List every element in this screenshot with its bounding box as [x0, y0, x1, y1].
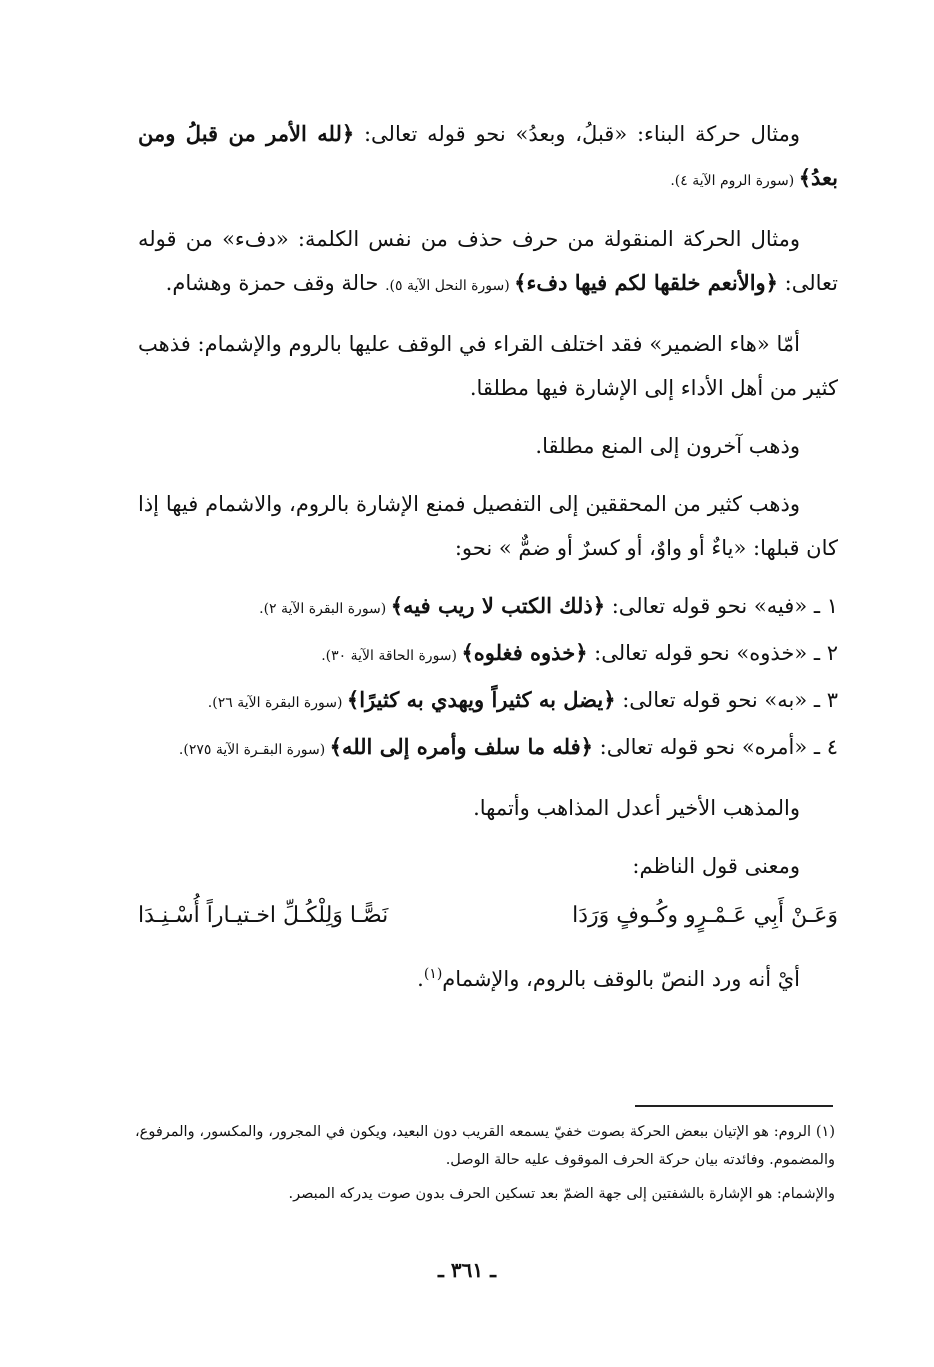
quran-quote: ﴿فله ما سلف وأمره إلى الله﴾: [329, 734, 593, 759]
paragraph-text: .: [417, 967, 424, 991]
verse-second-hemistich: نَصًّـا وَلِلْكُـلِّ اخـتيـاراً أُسْـنِـدَا: [138, 903, 389, 928]
footnote-1: (١) الروم: هو الإتيان ببعض الحركة بصوت خفيّ يسمعه القريب دون البعيد، ويكون في المجرور، والمكسور، والمرفوع، والمضموم. وفائدته بيان حركة الحرف الموقوف عليه حالة الوصل.: [135, 1124, 835, 1168]
footnote-marker: (١): [423, 966, 443, 982]
paragraph-text: أيْ أنه ورد النصّ بالوقف بالروم، والإشمام: [442, 967, 800, 991]
surah-reference: (سورة البقرة الآية ٢٦).: [207, 695, 347, 711]
verse-first-hemistich: وَعَـنْ أَبِي عَـمْـرٍو وكُـوفٍ وَرَدَا: [572, 903, 838, 928]
item-number: ١ ـ: [813, 594, 838, 618]
item-number: ٤ ـ: [813, 735, 838, 759]
quran-quote: ﴿ذلك الكتب لا ريب فيه﴾: [390, 593, 606, 618]
surah-reference: (سورة الحاقة الآية ٣٠).: [321, 648, 462, 664]
surah-reference: (سورة البقرة الآية ٢).: [259, 601, 391, 617]
paragraph-7: ومعنى قول الناظم:: [632, 854, 800, 878]
surah-reference: (سورة النحل الآية ٥).: [385, 278, 515, 294]
example-item: [138, 584, 838, 631]
quran-quote: ﴿لله الأمر من قبلُ ومن بعدُ﴾: [138, 121, 838, 190]
example-item: [138, 725, 838, 772]
examples-list: [138, 584, 838, 772]
item-word: «به» نحو قوله تعالى:: [615, 688, 808, 712]
quran-quote: ﴿يضل به كثيراً ويهدي به كثيرًا﴾: [346, 687, 616, 712]
paragraph-5: وذهب كثير من المحققين إلى التفصيل فمنع الإشارة بالروم، والاشمام فيها إذا كان قبلها: «ياءٌ أو واوٌ، أو كسرٌ أو ضمٌّ » نحو:: [138, 492, 838, 560]
item-word: «فيه» نحو قوله تعالى:: [605, 594, 808, 618]
paragraph-text: حالة وقف حمزة وهشام.: [165, 271, 386, 295]
example-item: [138, 678, 838, 725]
item-word: «أمره» نحو قوله تعالى:: [592, 735, 808, 759]
paragraph-6: والمذهب الأخير أعدل المذاهب وأتمها.: [473, 796, 800, 820]
item-word: «خذوه» نحو قوله تعالى:: [587, 641, 808, 665]
paragraph-8: [138, 952, 838, 1001]
paragraph-4: وذهب آخرون إلى المنع مطلقا.: [535, 434, 800, 458]
footnote-2: والإشمام: هو الإشارة بالشفتين إلى جهة الضمّ بعد تسكين الحرف بدون صوت يدركه المبصر.: [288, 1186, 835, 1202]
quran-quote: ﴿والأنعم خلقها لكم فيها دفء﴾: [514, 270, 778, 295]
page-body: [138, 112, 838, 1001]
paragraph-2: [138, 217, 838, 308]
example-item: [138, 631, 838, 678]
poem-verse: [138, 894, 838, 938]
surah-reference: (سورة الروم الآية ٤).: [670, 173, 799, 189]
paragraph-3: أمّا «هاء الضمير» فقد اختلف القراء في الوقف عليها بالروم والإشمام: فذهب كثير من أهل الأداء إلى الإشارة فيها مطلقا.: [138, 332, 838, 400]
paragraph-text: ومثال حركة البناء: «قبلُ، وبعدُ» نحو قوله تعالى:: [354, 122, 801, 146]
quran-quote: ﴿خذوه فغلوه﴾: [461, 640, 588, 665]
page-number: ـ ٣٦١ ـ: [438, 1258, 496, 1282]
item-number: ٢ ـ: [813, 641, 838, 665]
surah-reference: (سورة البقـرة الآية ٢٧٥).: [178, 742, 330, 758]
footnote-divider: [635, 1105, 833, 1107]
item-number: ٣ ـ: [813, 688, 838, 712]
footnotes: [135, 1118, 835, 1208]
paragraph-1: [138, 112, 838, 203]
paragraph-text: ومثال الحركة المنقولة من حرف حذف من نفس الكلمة: «دفء» من قوله تعالى:: [138, 227, 838, 295]
